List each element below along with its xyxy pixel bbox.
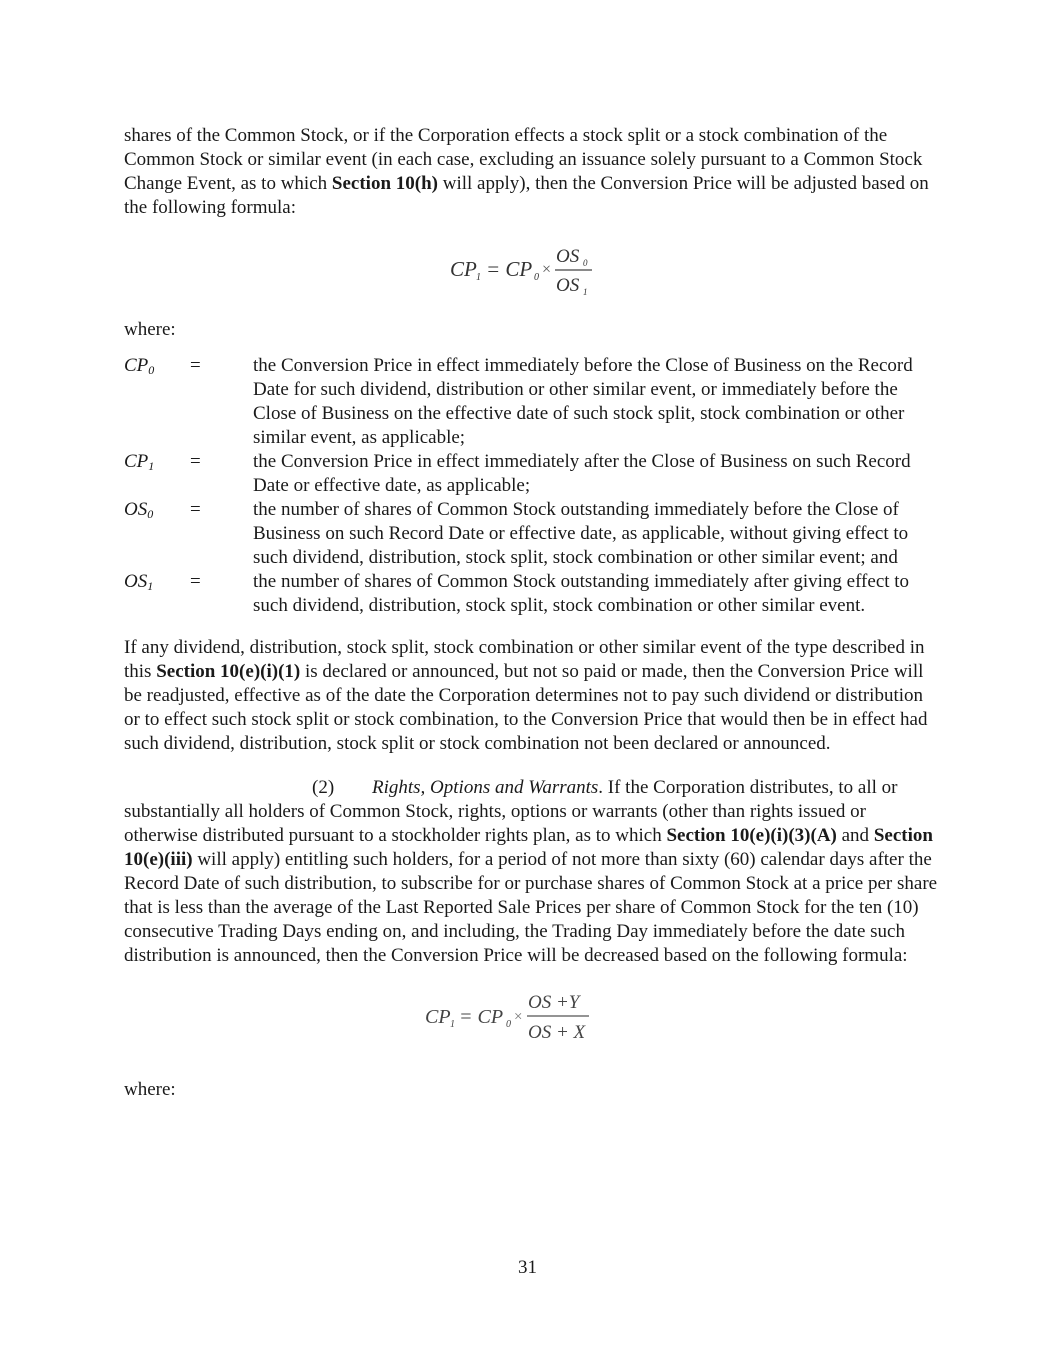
formula-numerator-sub: 0 xyxy=(582,258,587,268)
formula-lhs: CP xyxy=(449,257,477,281)
equals-sign: = xyxy=(190,499,201,520)
section-reference: Section 10(e)(i)(1) xyxy=(156,661,301,682)
equals-sign: = xyxy=(190,451,201,472)
equals-sign: = xyxy=(190,355,201,376)
text: shares of the Common Stock, or if the Corporation effects a stock split or a stock combination of the Common Stock or similar event (in each case, excluding an issuance solely pursuant to a Common Stock Change Event, as to which xyxy=(124,125,923,194)
paragraph-intro xyxy=(124,124,939,220)
formula-numerator: OS +Y xyxy=(527,992,579,1013)
page-number: 31 xyxy=(518,1257,537,1278)
formula-denominator-sub: 1 xyxy=(582,287,587,297)
equals-sign: = xyxy=(190,571,201,592)
formula-denominator: OS xyxy=(555,275,579,296)
formula-cp-sub: 0 xyxy=(533,272,539,283)
paragraph-readjustment xyxy=(124,636,939,756)
formula-cp-sub: 0 xyxy=(505,1019,511,1030)
definition-row xyxy=(124,498,939,570)
definition-text: the Conversion Price in effect immediately before the Close of Business on the Record Date for such dividend, distribution or other similar event, or immediately before the Close of Business on the effective date of such stock split, stock combination or other similar event, as applicable; xyxy=(253,355,913,448)
formula-graphic xyxy=(442,238,612,300)
text: is declared or announced, but not so paid or made, then the Conversion Price will be readjusted, effective as of the date the Corporation determines not to pay such dividend or distribution or to effect such stock split or stock combination, to the Conversion Price that would then be in effect had such dividend, distribution, stock split or stock combination not been declared or announced. xyxy=(124,661,928,754)
definition-row xyxy=(124,570,939,618)
paragraph-rights-options xyxy=(124,776,939,968)
section-reference: Section 10(h) xyxy=(331,173,438,194)
definition-text: the number of shares of Common Stock outstanding immediately after giving effect to such dividend, distribution, stock split, stock combination or other similar event. xyxy=(253,571,910,616)
where-label: where: xyxy=(124,319,176,340)
clause-title: Rights, Options and Warrants xyxy=(372,777,599,798)
formula-times: × xyxy=(541,261,551,278)
definition-text: the Conversion Price in effect immediately after the Close of Business on such Record Date or effective date, as applicable; xyxy=(253,451,911,496)
document-page xyxy=(124,124,939,1102)
formula-numerator: OS xyxy=(555,246,579,267)
definition-symbol: $OS_0$ xyxy=(124,499,154,521)
formula-lhs-sub: 1 xyxy=(449,1019,455,1030)
text: will apply) entitling such holders, for a period of not more than sixty (60) calendar days after the Record Date of such distribution, to subscribe for or purchase shares of Common Stock at a price per share that is less than the average of the Last Reported Sale Prices per share of Common Stock for the ten (10) consecutive Trading Days ending on, and including, the Trading Day immediately before the date such distribution is announced, then the Conversion Price will be decreased based on the following formula: xyxy=(124,849,938,966)
definition-symbol: $CP_1$ xyxy=(124,451,155,473)
definition-row xyxy=(124,354,939,450)
definition-symbol: $CP_0$ xyxy=(124,355,155,377)
definition-row xyxy=(124,450,939,498)
formula-times: × xyxy=(513,1009,522,1025)
formula-lhs-sub: 1 xyxy=(475,272,481,283)
text: If any dividend, distribution, stock split, stock combination or other similar event of the type described in this xyxy=(124,637,925,682)
formula-eq-cp: = CP xyxy=(458,1006,503,1028)
formula-lhs: CP xyxy=(424,1006,451,1028)
text: . If the Corporation distributes, to all or substantially all holders of Common Stock, rights, options or warrants (other than rights issued or otherwise distributed pursuant to a stockholder rights plan, as to which xyxy=(124,777,898,846)
formula-stock-split xyxy=(114,238,939,300)
section-reference: Section 10(e)(iii) xyxy=(124,825,933,870)
section-reference: Section 10(e)(i)(3)(A) xyxy=(666,825,837,846)
formula-graphic xyxy=(417,982,617,1052)
definition-symbol: $OS_1$ xyxy=(124,571,154,593)
formula-eq-cp: = CP xyxy=(485,257,532,281)
where-label: where: xyxy=(124,1079,176,1100)
formula-rights-options xyxy=(94,982,939,1052)
formula-denominator: OS + X xyxy=(527,1022,585,1043)
definition-list xyxy=(124,354,939,618)
clause-number: (2) xyxy=(312,777,335,798)
text: and xyxy=(836,825,874,846)
text: will apply), then the Conversion Price will be adjusted based on the following formula: xyxy=(124,173,929,218)
definition-text: the number of shares of Common Stock outstanding immediately before the Close of Business on such Record Date or effective date, as applicable, without giving effect to such dividend, distribution, stock split, stock combination or other similar event; and xyxy=(253,499,909,568)
